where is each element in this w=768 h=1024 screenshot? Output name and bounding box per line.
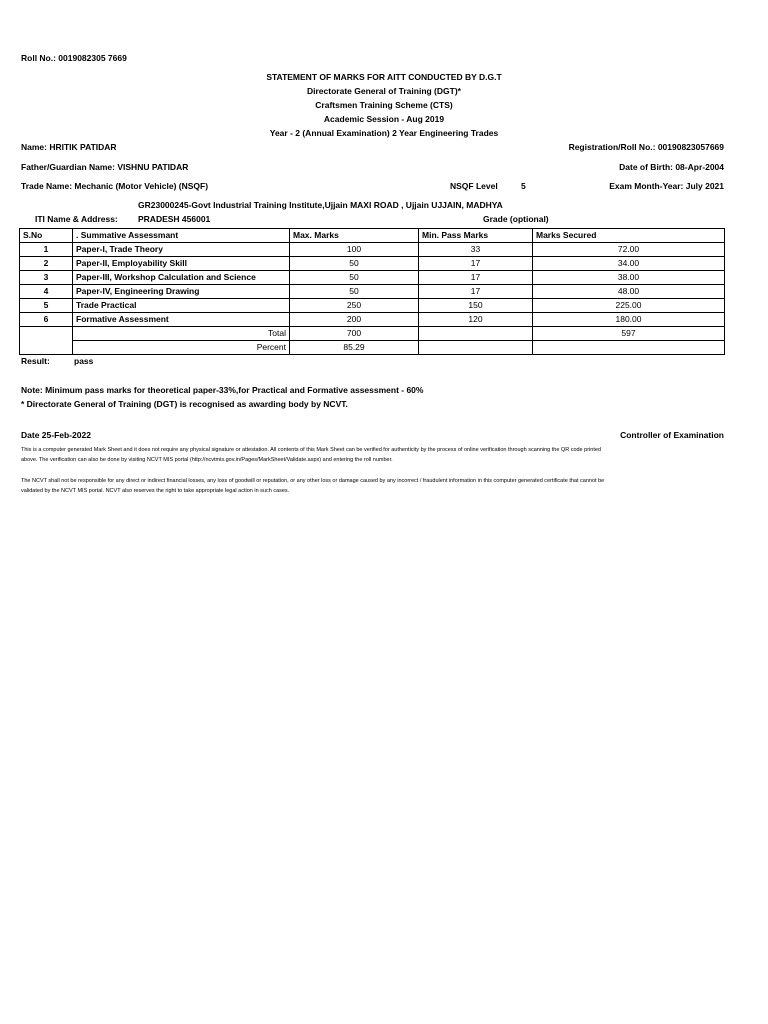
exam-month-year: Exam Month-Year: July 2021: [609, 181, 724, 191]
table-row: [20, 271, 725, 285]
row-sno: 5: [20, 299, 73, 313]
row-min: 120: [419, 313, 533, 327]
row-subject: Paper-I, Trade Theory: [73, 243, 290, 257]
row-secured: 48.00: [533, 285, 725, 299]
header-max-marks: Max. Marks: [290, 229, 419, 243]
registration-no: Registration/Roll No.: 00190823057669: [568, 142, 724, 152]
row-min: 33: [419, 243, 533, 257]
trade-name: Trade Name: Mechanic (Motor Vehicle) (NSQF): [21, 181, 209, 191]
percent-empty-min: [419, 341, 533, 355]
header-session: Academic Session - Aug 2019: [323, 114, 445, 124]
total-max: 700: [290, 327, 419, 341]
row-subject: Trade Practical: [73, 299, 290, 313]
row-max: 250: [290, 299, 419, 313]
student-name: Name: HRITIK PATIDAR: [21, 142, 117, 152]
percent-value: 85.29: [290, 341, 419, 355]
percent-empty-sno: [20, 341, 73, 355]
header-min-marks: Min. Pass Marks: [419, 229, 533, 243]
row-min: 17: [419, 257, 533, 271]
header-dgt: Directorate General of Training (DGT)*: [307, 86, 461, 96]
issue-date: Date 25-Feb-2022: [21, 430, 91, 440]
row-min: 17: [419, 285, 533, 299]
row-sno: 4: [20, 285, 73, 299]
header-cts: Craftsmen Training Scheme (CTS): [315, 100, 453, 110]
row-max: 200: [290, 313, 419, 327]
iti-label: ITI Name & Address:: [35, 214, 118, 224]
table-row: [20, 299, 725, 313]
header-sno: S.No: [20, 229, 73, 243]
row-max: 50: [290, 271, 419, 285]
iti-address-line2: PRADESH 456001: [138, 214, 211, 224]
header-assessment: . Summative Assessmant: [73, 229, 290, 243]
table-row: [20, 243, 725, 257]
row-secured: 38.00: [533, 271, 725, 285]
row-max: 50: [290, 285, 419, 299]
total-row: [20, 327, 725, 341]
row-secured: 72.00: [533, 243, 725, 257]
date-of-birth: Date of Birth: 08-Apr-2004: [619, 162, 724, 172]
marks-table: [19, 228, 725, 355]
row-max: 50: [290, 257, 419, 271]
row-sno: 1: [20, 243, 73, 257]
row-subject: Formative Assessment: [73, 313, 290, 327]
row-sno: 2: [20, 257, 73, 271]
nsqf-label: NSQF Level: [450, 181, 498, 191]
note-dgt: * Directorate General of Training (DGT) is recognised as awarding body by NCVT.: [21, 399, 348, 409]
nsqf-value: 5: [521, 181, 526, 191]
percent-empty-secured: [533, 341, 725, 355]
row-sno: 6: [20, 313, 73, 327]
row-subject: Paper-IV, Engineering Drawing: [73, 285, 290, 299]
disclaimer-verification: This is a computer generated Mark Sheet and it does not require any physical signature or attestation. All contents of this Mark Sheet can be verified for authenticity by the process of online verification through scanning the QR code printed above. The verification can also be done by visiting NCVT MIS portal (http://ncvtmis.gov.in/Pages/MarkSheet/Validate.aspx) and entering the roll number.: [21, 447, 601, 463]
table-row: [20, 257, 725, 271]
row-subject: Paper-II, Employability Skill: [73, 257, 290, 271]
result-value: pass: [74, 356, 94, 366]
row-subject: Paper-III, Workshop Calculation and Science: [73, 271, 290, 285]
header-title: STATEMENT OF MARKS FOR AITT CONDUCTED BY D.G.T: [266, 72, 502, 82]
iti-address-line1: GR23000245-Govt Industrial Training Institute,Ujjain MAXI ROAD , Ujjain UJJAIN, MADHYA: [138, 200, 503, 210]
percent-row: [20, 341, 725, 355]
father-name: Father/Guardian Name: VISHNU PATIDAR: [21, 162, 189, 172]
disclaimer-liability: The NCVT shall not be responsible for any direct or indirect financial losses, any loss of goodwill or reputation, or any other loss or damage caused by any incorrect / fraudulent information in this computer generated certificate that cannot be validated by the NCVT MIS portal. NCVT also reserves the right to take appropriate legal action in such cases.: [21, 478, 605, 494]
row-secured: 225.00: [533, 299, 725, 313]
table-header-row: [20, 229, 725, 243]
row-max: 100: [290, 243, 419, 257]
row-min: 17: [419, 271, 533, 285]
roll-no-top: Roll No.: 0019082305 7669: [21, 53, 127, 63]
note-pass-marks: Note: Minimum pass marks for theoretical paper-33%,for Practical and Formative assessment - 60%: [21, 385, 424, 395]
controller-label: Controller of Examination: [620, 430, 724, 440]
row-sno: 3: [20, 271, 73, 285]
total-empty-min: [419, 327, 533, 341]
percent-label: Percent: [73, 341, 290, 355]
total-label: Total: [73, 327, 290, 341]
grade-label: Grade (optional): [483, 214, 549, 224]
table-row: [20, 285, 725, 299]
row-secured: 34.00: [533, 257, 725, 271]
row-min: 150: [419, 299, 533, 313]
total-empty-sno: [20, 327, 73, 341]
total-secured: 597: [533, 327, 725, 341]
result-label: Result:: [21, 356, 50, 366]
row-secured: 180.00: [533, 313, 725, 327]
header-marks-secured: Marks Secured: [533, 229, 725, 243]
table-row: [20, 313, 725, 327]
header-year: Year - 2 (Annual Examination) 2 Year Engineering Trades: [269, 128, 499, 138]
